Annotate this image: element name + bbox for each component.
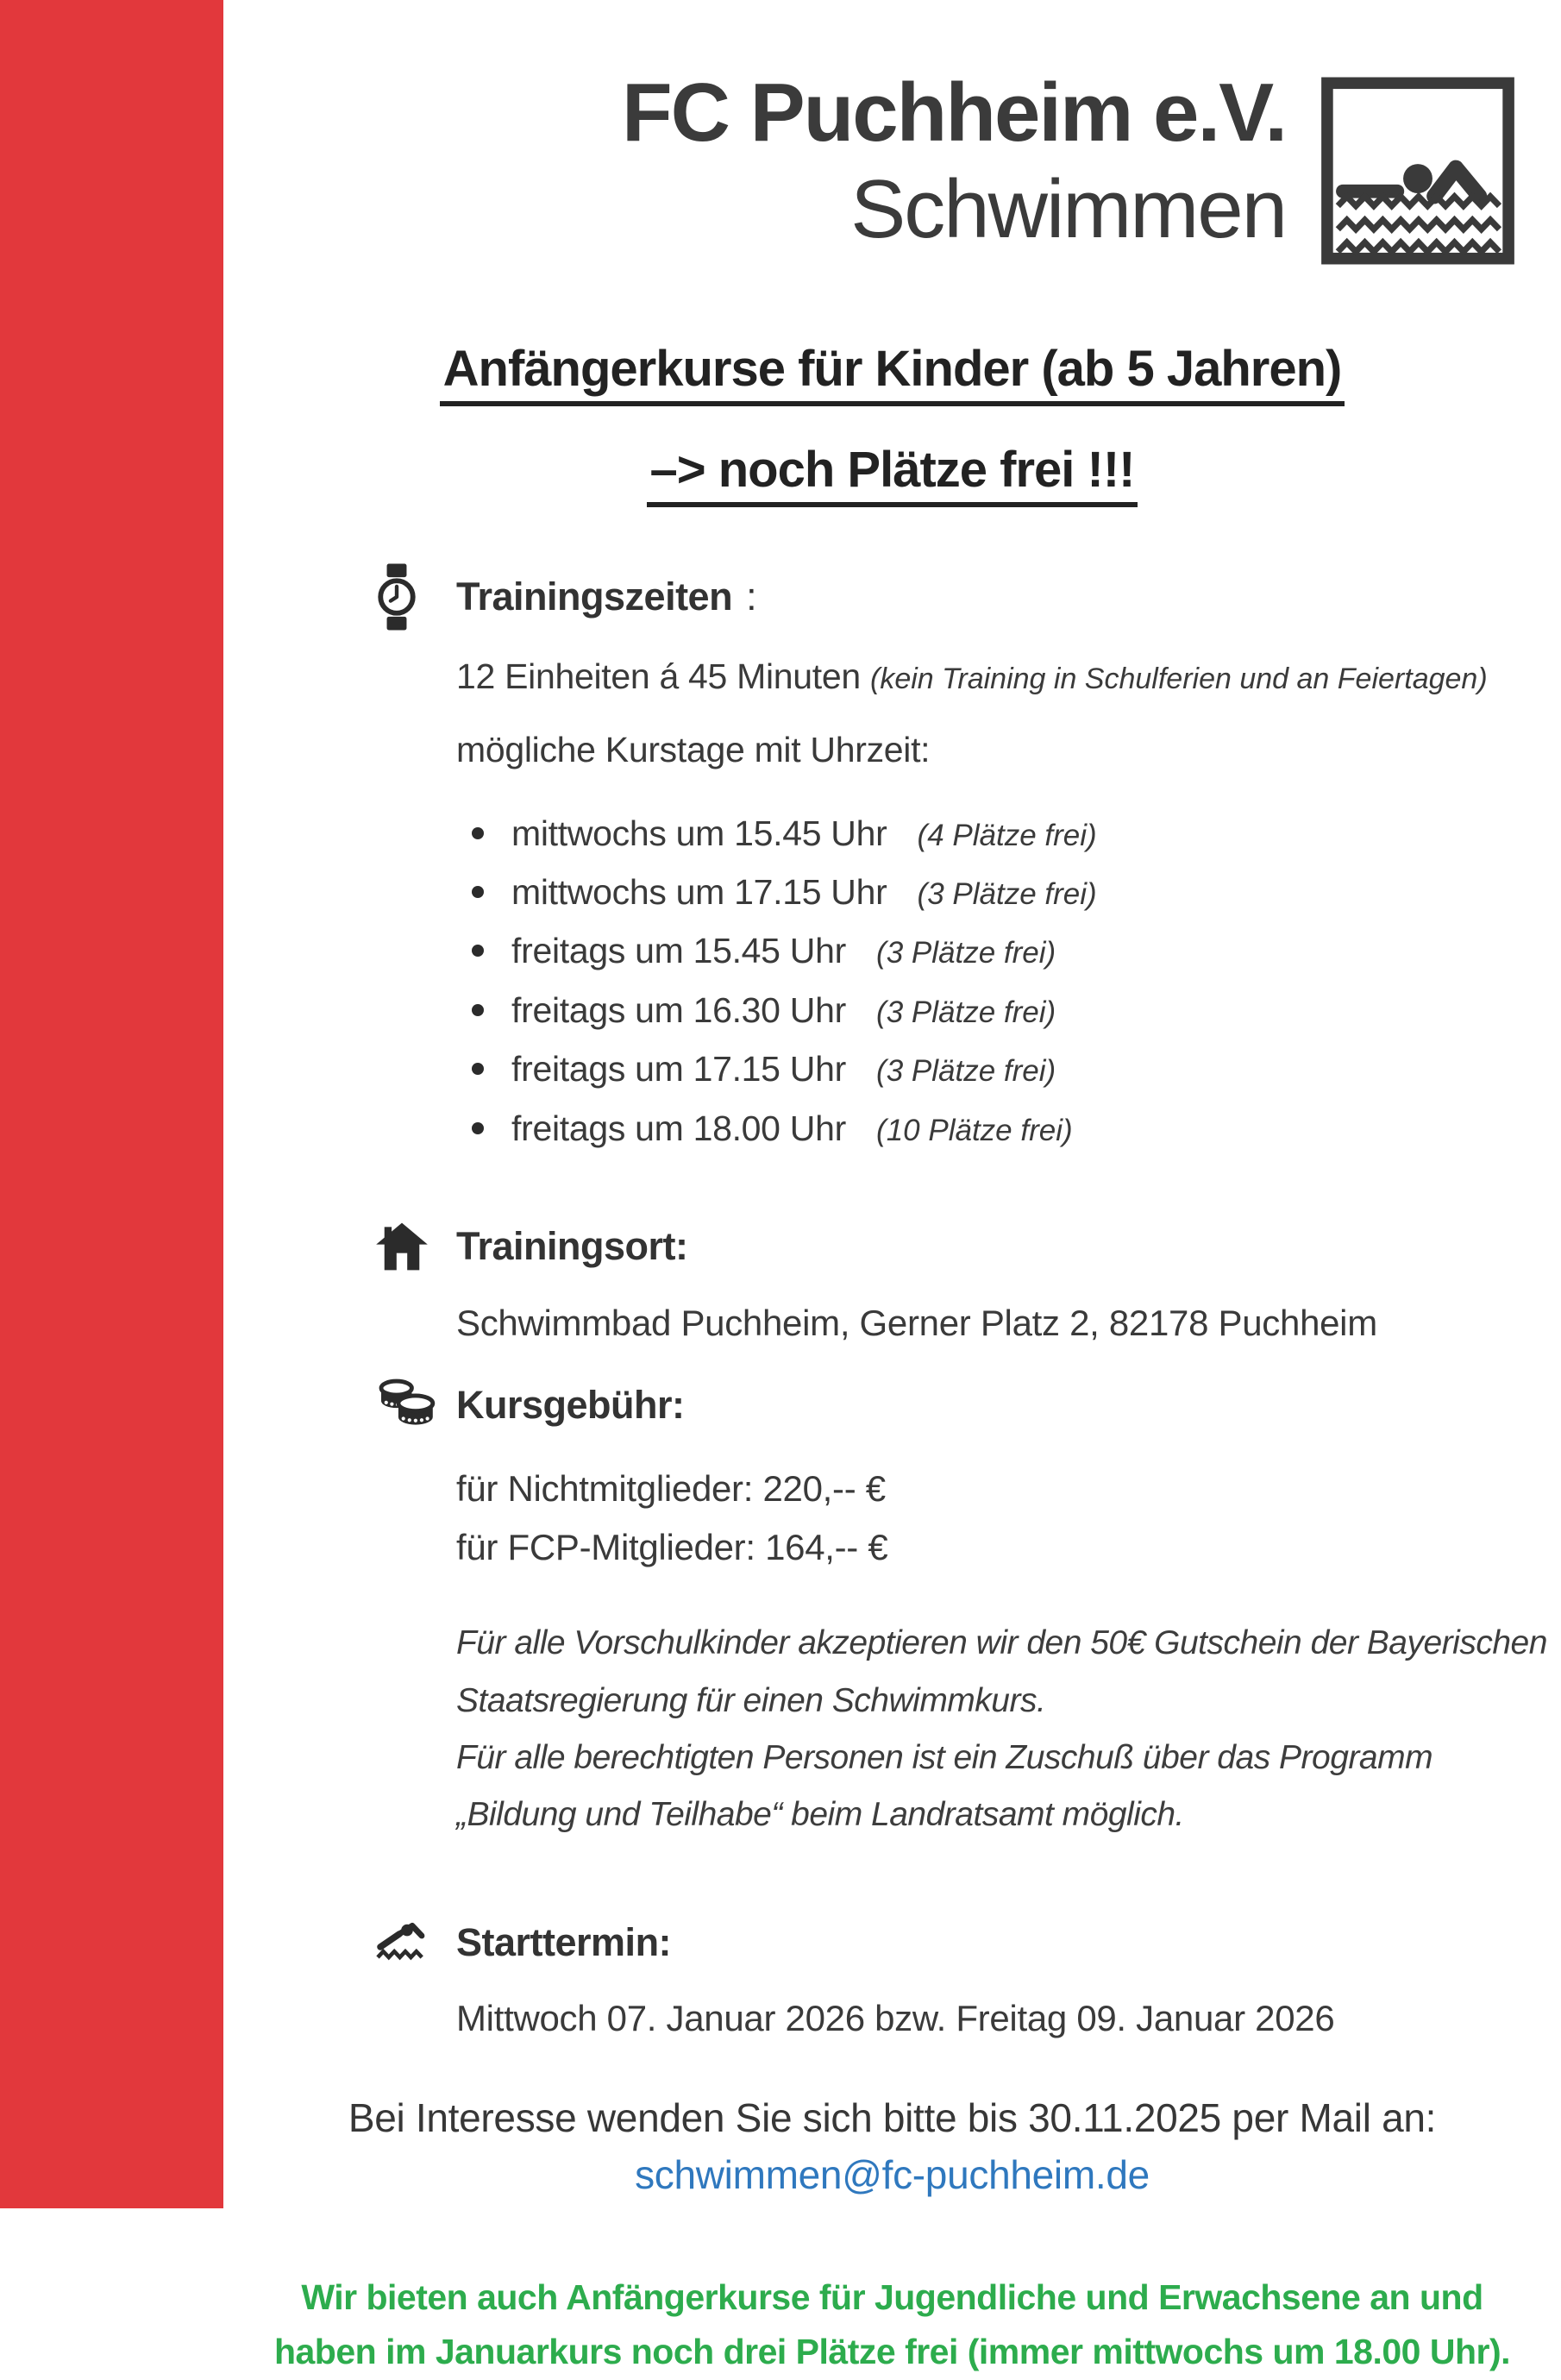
bullet-icon — [472, 1004, 484, 1016]
slot-availability: (4 Plätze frei) — [917, 818, 1097, 852]
sessions-info: 12 Einheiten á 45 Minuten — [456, 656, 861, 696]
start-title: Starttermin: — [456, 1919, 672, 1964]
training-times-colon: : — [746, 575, 757, 619]
location-title: Trainingsort: — [456, 1224, 688, 1269]
start-dates: Mittwoch 07. Januar 2026 bzw. Freitag 09. Januar 2026 — [456, 1997, 1335, 2038]
header — [223, 0, 1561, 266]
course-slot-list — [470, 804, 1561, 1159]
slot-time: mittwochs um 15.45 Uhr — [511, 813, 887, 853]
fee-header — [375, 1378, 1561, 1432]
fee-non-members: für Nichtmitglieder: 220,-- € — [456, 1468, 886, 1510]
holiday-note: (kein Training in Schulferien und an Feiertagen) — [870, 663, 1488, 695]
fee-title: Kursgebühr: — [456, 1383, 685, 1428]
header-titles — [621, 66, 1286, 255]
contact-text: Bei Interesse wenden Sie sich bitte bis 30.11.2025 per Mail an: — [348, 2094, 1437, 2140]
course-days-label: mögliche Kurstage mit Uhrzeit: — [456, 729, 931, 769]
section-fee — [375, 1378, 1561, 1843]
fee-notes — [456, 1615, 1561, 1843]
flyer-content — [223, 0, 1561, 2372]
slot-time: freitags um 16.30 Uhr — [511, 989, 846, 1030]
fee-members: für FCP-Mitglieder: 164,-- € — [456, 1527, 888, 1568]
bullet-icon — [472, 1122, 484, 1134]
slot-availability: (3 Plätze frei) — [917, 877, 1097, 911]
course-slot-item — [470, 1039, 1561, 1098]
red-accent-stripe — [0, 0, 223, 2208]
club-name: FC Puchheim e.V. — [621, 66, 1286, 159]
department-name: Schwimmen — [850, 162, 1286, 255]
contact-email-link[interactable]: schwimmen@fc-puchheim.de — [635, 2151, 1150, 2197]
section-start — [375, 1920, 1561, 2039]
headline — [223, 340, 1561, 507]
headline-line1: Anfängerkurse für Kinder (ab 5 Jahren) — [440, 340, 1345, 406]
bullet-icon — [472, 886, 484, 898]
contact-block — [223, 2094, 1561, 2198]
house-icon — [375, 1221, 442, 1272]
fee-body — [375, 1460, 1561, 1843]
course-slot-item — [470, 863, 1561, 921]
subsidy-note: Für alle berechtigten Personen ist ein Zuschuß über das Programm „Bildung und Teilhabe“ beim Landratsamt möglich. — [456, 1739, 1433, 1834]
fee-prices — [456, 1460, 1561, 1577]
headline-line2: –> noch Plätze frei !!! — [647, 441, 1138, 507]
training-times-body — [375, 649, 1561, 1158]
training-times-title: Trainingszeiten — [456, 575, 733, 619]
section-training-times — [375, 562, 1561, 1158]
section-location — [375, 1221, 1561, 1344]
sections — [223, 562, 1561, 2039]
slot-availability: (3 Plätze frei) — [876, 936, 1056, 970]
slot-time: freitags um 17.15 Uhr — [511, 1049, 846, 1090]
location-address: Schwimmbad Puchheim, Gerner Platz 2, 82178 Puchheim — [456, 1303, 1377, 1344]
footer-note: Wir bieten auch Anfängerkurse für Jugendliche und Erwachsene an und haben im Januarkurs noch drei Plätze frei (immer mittwochs um 18.00 Uhr). — [273, 2276, 1511, 2372]
voucher-note: Für alle Vorschulkinder akzeptieren wir den 50€ Gutschein der Bayerischen Staatsregierung für einen Schwimmkurs. — [456, 1624, 1547, 1719]
course-slot-item — [470, 921, 1561, 980]
slot-availability: (3 Plätze frei) — [876, 1054, 1056, 1089]
location-body — [375, 1303, 1561, 1344]
start-header — [375, 1920, 1561, 1965]
club-logo — [1320, 76, 1515, 266]
swimmer-icon — [375, 1920, 442, 1965]
start-body — [375, 1998, 1561, 2039]
swimmer-pool-logo-icon — [1320, 76, 1515, 266]
slot-time: freitags um 18.00 Uhr — [511, 1108, 846, 1148]
course-slot-item — [470, 804, 1561, 863]
bullet-icon — [472, 827, 484, 839]
course-slot-item — [470, 981, 1561, 1039]
course-slot-item — [470, 1099, 1561, 1158]
training-times-intro — [456, 649, 1561, 705]
bullet-icon — [472, 1063, 484, 1075]
bullet-icon — [472, 945, 484, 957]
slot-availability: (3 Plätze frei) — [876, 995, 1056, 1029]
slot-time: freitags um 15.45 Uhr — [511, 931, 846, 971]
slot-availability: (10 Plätze frei) — [876, 1113, 1073, 1147]
watch-icon — [375, 562, 442, 631]
slot-time: mittwochs um 17.15 Uhr — [511, 872, 887, 912]
training-times-header — [375, 562, 1561, 631]
coins-icon — [375, 1378, 442, 1432]
location-header — [375, 1221, 1561, 1272]
